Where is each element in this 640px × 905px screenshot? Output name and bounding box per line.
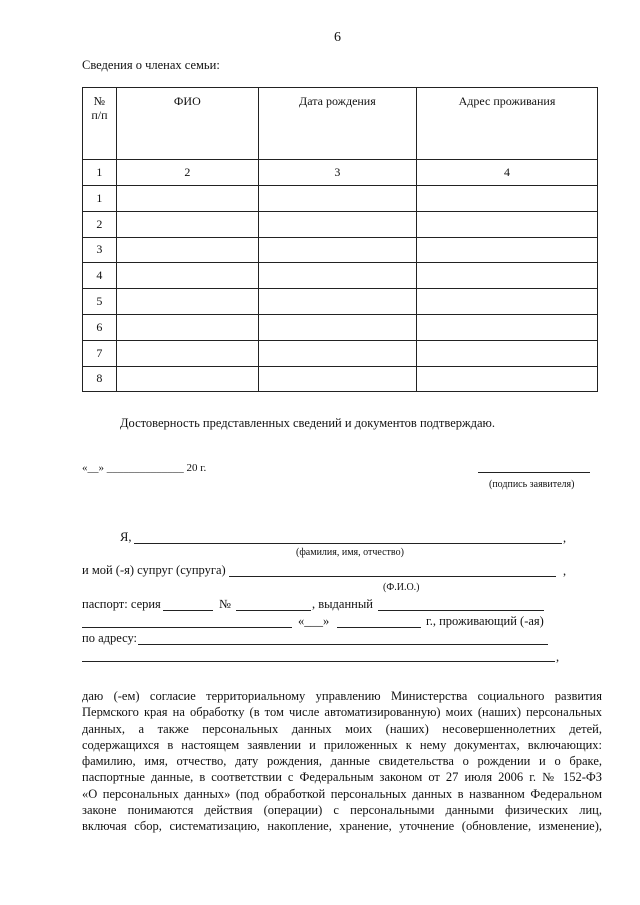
fio-cell[interactable] — [116, 237, 258, 263]
fio-cell[interactable] — [116, 186, 258, 212]
paragraph-line: даю (-ем) согласие территориальному управлению Министерства социального развития — [82, 689, 602, 703]
table-row — [83, 366, 598, 392]
birth-date-cell[interactable] — [258, 186, 416, 212]
birth-date-cell[interactable] — [258, 366, 416, 392]
paragraph-line: Пермского края на обработку (в том числе автоматизированную) моих (наших) персональных — [82, 705, 602, 720]
table-row — [83, 237, 598, 263]
comma: , — [556, 650, 560, 664]
row-number: 3 — [83, 237, 117, 263]
ya-label: Я, — [120, 530, 132, 544]
paragraph-line: фамилию, имя, отчество, дату рождения, данные свидетельства о рождении и о браке, — [82, 754, 602, 769]
page-number: 6 — [334, 30, 341, 45]
issue-day-field[interactable]: «___» — [298, 614, 330, 628]
residing-label: г., проживающий (-ая) — [426, 614, 544, 628]
fio-cell[interactable] — [116, 366, 258, 392]
spouse-label: и мой (-я) супруг (супруга) — [82, 563, 226, 577]
column-number: 3 — [258, 160, 416, 186]
signature-caption: (подпись заявителя) — [489, 479, 575, 490]
paragraph-line: «О персональных данных» (под обработкой персональных данных в названном Федеральном — [82, 786, 602, 801]
row-number: 1 — [83, 186, 117, 212]
passport-number-line[interactable] — [236, 610, 311, 611]
row-number: 7 — [83, 340, 117, 366]
address-cell[interactable] — [416, 263, 597, 289]
table-row — [83, 340, 598, 366]
issued-by-continued-line[interactable] — [82, 627, 292, 628]
passport-number-label: № — [219, 597, 231, 611]
fio-cell[interactable] — [116, 289, 258, 315]
paragraph-line: законе понимаются действия (операции) с персональными данными физических лиц, — [82, 803, 602, 818]
fio-cell[interactable] — [116, 211, 258, 237]
table-header-row — [83, 88, 598, 160]
issued-by-line[interactable] — [378, 610, 544, 611]
signature-line[interactable] — [478, 472, 590, 473]
address-cell[interactable] — [416, 289, 597, 315]
family-members-table — [82, 87, 598, 392]
issue-month-line[interactable] — [337, 627, 421, 628]
fio-input-line[interactable] — [134, 543, 562, 544]
row-number: 6 — [83, 314, 117, 340]
address-cell[interactable] — [416, 366, 597, 392]
paragraph-line: включая сбор, систематизацию, накопление, хранение, уточнение (обновление, изменение), — [82, 819, 602, 834]
table-row — [83, 211, 598, 237]
comma: , — [563, 531, 567, 545]
header-number: № п/п — [83, 88, 117, 160]
fio-cell[interactable] — [116, 340, 258, 366]
fio-cell[interactable] — [116, 314, 258, 340]
address-cell[interactable] — [416, 340, 597, 366]
confirmation-statement: Достоверность представленных сведений и документов подтверждаю. — [120, 416, 495, 430]
address-continued-line[interactable] — [82, 661, 555, 662]
header-birth-date: Дата рождения — [258, 88, 416, 160]
row-number: 8 — [83, 366, 117, 392]
birth-date-cell[interactable] — [258, 263, 416, 289]
paragraph-line: паспортные данные, в соответствии с Федеральным законом от 27 июля 2006 г. № 152-ФЗ — [82, 770, 602, 785]
spouse-input-line[interactable] — [229, 576, 556, 577]
birth-date-cell[interactable] — [258, 211, 416, 237]
address-cell[interactable] — [416, 186, 597, 212]
birth-date-cell[interactable] — [258, 237, 416, 263]
column-number: 2 — [116, 160, 258, 186]
column-number: 4 — [416, 160, 597, 186]
row-number: 2 — [83, 211, 117, 237]
paragraph-line: содержащихся в настоящем заявлении и приложенных к нему документах, включающих: — [82, 737, 602, 752]
table-row — [83, 314, 598, 340]
address-input-line[interactable] — [138, 644, 548, 645]
passport-series-line[interactable] — [163, 610, 213, 611]
address-cell[interactable] — [416, 314, 597, 340]
fio-caption: (фамилия, имя, отчество) — [296, 547, 404, 558]
header-fio: ФИО — [116, 88, 258, 160]
address-cell[interactable] — [416, 237, 597, 263]
issued-label: , выданный — [312, 597, 373, 611]
date-field[interactable]: «__» ______________ 20 г. — [82, 462, 207, 474]
birth-date-cell[interactable] — [258, 314, 416, 340]
section-title: Сведения о членах семьи: — [82, 58, 220, 72]
table-row — [83, 263, 598, 289]
table-column-number-row — [83, 160, 598, 186]
passport-series-label: паспорт: серия — [82, 597, 161, 611]
row-number: 4 — [83, 263, 117, 289]
row-number: 5 — [83, 289, 117, 315]
address-cell[interactable] — [416, 211, 597, 237]
column-number: 1 — [83, 160, 117, 186]
paragraph-line: данных, а также персональных данных моих (наших) несовершеннолетних детей, — [82, 721, 602, 736]
birth-date-cell[interactable] — [258, 289, 416, 315]
header-address: Адрес проживания — [416, 88, 597, 160]
consent-paragraph — [82, 688, 602, 835]
fio-cell[interactable] — [116, 263, 258, 289]
table-row — [83, 289, 598, 315]
table-row — [83, 186, 598, 212]
comma: , — [563, 564, 567, 578]
birth-date-cell[interactable] — [258, 340, 416, 366]
address-label: по адресу: — [82, 631, 138, 645]
spouse-caption: (Ф.И.О.) — [383, 582, 420, 593]
